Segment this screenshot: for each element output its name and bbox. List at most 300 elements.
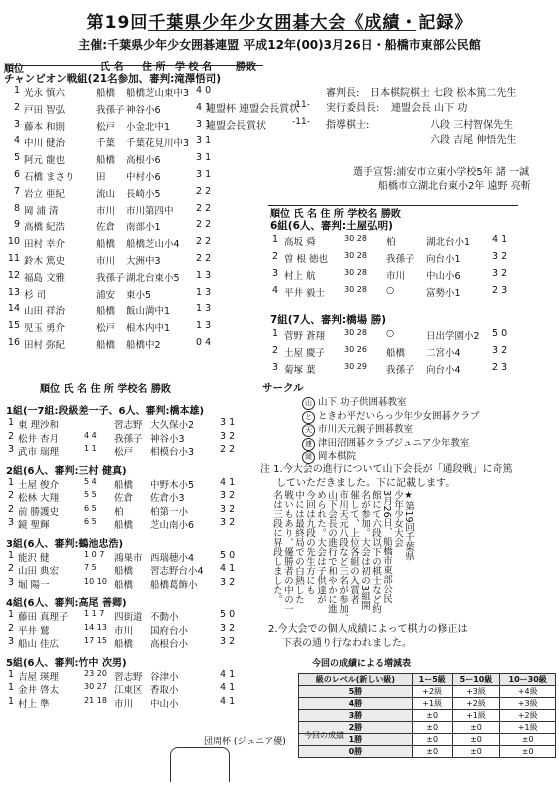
circle-name: 山下 功子供囲碁教室: [318, 397, 407, 408]
champion-school: 船橋芝山小4: [126, 239, 180, 251]
group-pref: ○: [386, 328, 395, 339]
right-header-divider: [268, 205, 518, 206]
champion-name: 石橋 まさり: [24, 172, 75, 183]
host-line: 主催:千葉県少年少女囲碁連盟 平成12年(00)3月26日・船橋市東部公民館: [78, 38, 481, 52]
champion-pref: 浦安: [96, 289, 116, 301]
champion-rank: 9: [13, 219, 20, 231]
ranking-head-5-10: 5ー10級: [452, 674, 500, 686]
lower-school: 神谷小3: [150, 433, 185, 445]
circle-name: 津田沼囲碁クラブジュニア少年教室: [318, 437, 470, 449]
lower-pref: 習志野: [114, 420, 143, 431]
ranking-change: +2級: [500, 710, 556, 722]
champion-name: 藤本 和則: [24, 121, 66, 133]
lower-name: 藤田 真理子: [18, 612, 69, 623]
note-1: 注 1.今大会の進行について山下会長が「通段戦」に奇篤: [260, 464, 513, 475]
ranking-wins: 1勝: [299, 734, 413, 746]
circle-mark: と: [302, 411, 315, 424]
lower-name: 船山 佳広: [18, 639, 60, 650]
lower-school: 不動小: [150, 612, 179, 623]
vertical-article: [272, 490, 414, 630]
lower-name: 金井 啓太: [18, 685, 60, 696]
champion-name: 田村 幸介: [24, 239, 66, 251]
lower-pref: 習志野: [114, 671, 143, 683]
champion-result: 0 4: [196, 337, 212, 348]
group-school: 中山小6: [426, 271, 461, 282]
lower-result: 5 0: [220, 609, 236, 620]
ranking-row: [299, 710, 556, 722]
lower-meta: 5 5: [84, 490, 97, 499]
champion-school: 南部小1: [126, 222, 161, 234]
lower-result: 3 2: [220, 636, 236, 647]
champion-name: 田村 弥紀: [24, 340, 66, 351]
lower-school: 習志野台小4: [150, 566, 204, 577]
lower-result: 4 1: [220, 682, 236, 693]
circle-name: 岡本棋院: [318, 451, 357, 462]
champion-name: 高橋 紀浩: [24, 222, 66, 234]
lower-result: 4 1: [220, 668, 236, 680]
champion-result: 3 1: [196, 118, 212, 130]
lower-school: 中山小: [150, 698, 179, 710]
champion-name: 阿元 龍也: [24, 155, 66, 167]
lower-pref: 我孫子: [114, 433, 143, 445]
lower-name: 松井 杏月: [18, 433, 60, 445]
award-1: 連盟杯 連盟会長賞状: [206, 104, 300, 115]
lower-result: 2 2: [220, 444, 236, 455]
lower-result: 4 1: [220, 563, 236, 574]
ranking-change: +1級: [500, 722, 556, 734]
lower-school: 谷津小: [150, 671, 179, 683]
lower-school: 相模台小3: [150, 447, 195, 458]
champion-school: 湖北台東小5: [126, 272, 180, 284]
lower-rank: 2: [8, 622, 15, 634]
committee-role: 実行委員長:: [326, 103, 380, 114]
lower-result: 3 2: [220, 622, 236, 634]
champion-name: 岩立 亜紀: [24, 188, 66, 200]
cup-label: 団周杯 (ジュニア優): [204, 737, 286, 747]
group6-label: 6組(6人、審判:土屋弘明): [270, 220, 393, 232]
lower-pref: 船橋: [114, 639, 134, 650]
ranking-change: ±0: [452, 734, 500, 746]
ranking-change: ±0: [412, 746, 452, 758]
referee-name: 日本棋院棋士 七段 松本篤二先生: [370, 88, 517, 99]
lower-group-label: 3組(6人、審判:鶴池忠浩): [6, 538, 124, 550]
lower-name: 武市 瑞理: [18, 447, 60, 458]
lower-meta: 14 13: [84, 622, 107, 632]
champion-pref: 船橋: [96, 340, 116, 351]
group-result: 2 3: [492, 362, 508, 373]
group-rank: 3: [272, 362, 279, 373]
group-meta: 30 28: [344, 285, 367, 294]
lower-name: 能沢 健: [18, 552, 50, 564]
lower-name: 吉屋 瑛理: [18, 671, 60, 683]
champion-school: 千葉花見川中3: [126, 138, 190, 150]
lower-pref: 佐倉: [114, 493, 134, 504]
group-rank: 4: [272, 285, 279, 296]
ranking-change: +1級: [412, 698, 452, 710]
group-pref: 市川: [386, 271, 406, 282]
col-pref: 住 所: [142, 62, 166, 73]
champion-result: 2 2: [196, 185, 212, 197]
col-school: 学 校 名: [175, 62, 212, 73]
champion-name: 中川 健治: [24, 138, 66, 150]
lower-pref: 四街道: [114, 612, 143, 623]
lower-rank: 2: [8, 503, 15, 515]
oath-2: 船橋市立湖北台東小2年 遠野 亮斬: [378, 181, 531, 192]
lower-group-label: 2組(6人、審判:三村 健真): [6, 465, 127, 477]
group-meta: 30 28: [344, 251, 367, 260]
lower-meta: 1 1 7: [84, 609, 105, 618]
lower-meta: 23 20: [84, 668, 107, 678]
ranking-wins: 4勝: [299, 698, 413, 710]
group-rank: 2: [272, 345, 279, 356]
lower-meta: 30 27: [84, 682, 107, 691]
ranking-change: ±0: [500, 734, 556, 746]
lower-result: 3 2: [220, 490, 236, 501]
lower-meta: 6 5: [84, 517, 97, 526]
lower-meta: 4 4: [84, 430, 97, 440]
lower-rank: 1: [8, 668, 15, 680]
ranking-change: ±0: [412, 734, 452, 746]
lower-school: 船橋葛飾小: [150, 579, 198, 591]
group-rank: 1: [272, 328, 279, 339]
champion-group-label: チャンピオン戦組(21名参加、審判:滝澤悟司): [4, 73, 222, 85]
ranking-change: ±0: [412, 722, 452, 734]
group-name: 菅野 蒼翔: [284, 331, 326, 342]
lower-rank: 1: [8, 417, 15, 428]
lower-name: 村上 準: [18, 698, 50, 710]
lower-name: 平井 鷲: [18, 625, 50, 637]
oath-1: 選手宣誓:浦安市立東小学校5年 諸 一誠: [353, 167, 530, 178]
right-col-headers: 順位 氏 名 住 所 学校名 勝敗: [270, 209, 401, 220]
champion-pref: 佐倉: [96, 222, 116, 234]
lower-rank: 1: [8, 682, 15, 693]
lower-pref: 船橋: [114, 520, 134, 531]
lower-result: 5 0: [220, 549, 236, 561]
article-column: 今回は九段の先生方にも: [304, 490, 315, 595]
champion-name: 児玉 勇介: [24, 323, 66, 335]
lower-pref: 船橋: [114, 579, 134, 591]
champion-result: 3 1: [196, 169, 212, 180]
circle-mark: 山: [302, 397, 315, 410]
group-result: 4 1: [492, 234, 508, 245]
group-meta: 30 26: [344, 345, 367, 354]
champion-result: 3 1: [196, 152, 212, 164]
group-meta: 30 29: [344, 362, 367, 371]
champion-result: 2 2: [196, 219, 212, 231]
ranking-row: [299, 746, 556, 758]
group-pref: 我孫子: [386, 254, 415, 265]
group-pref: 船橋: [386, 348, 406, 359]
ranking-wins: 3勝: [299, 710, 413, 722]
group-name: 土屋 慶子: [284, 348, 326, 359]
champion-pref: 市川: [96, 205, 116, 217]
lower-rank: 3: [8, 576, 15, 588]
circle-mark: 岡: [302, 451, 315, 464]
ranking-change: +2級: [412, 686, 452, 698]
champion-school: 中村小6: [126, 172, 161, 183]
ranking-head-10-30: 10ー30級: [500, 674, 556, 686]
lower-meta: 1 0 7: [84, 549, 105, 559]
lower-result: 3 2: [220, 430, 236, 442]
group-school: 富勢小1: [426, 288, 461, 299]
lower-school: 柏第一小: [150, 506, 189, 518]
circle-mark: 天: [302, 424, 315, 437]
champion-school: 高根小6: [126, 155, 161, 167]
lower-meta: 7 5: [84, 563, 97, 572]
ranking-row: [299, 686, 556, 698]
champion-result: 3 1: [196, 135, 212, 147]
lower-rank: 2: [8, 430, 15, 442]
champion-rank: 7: [13, 185, 20, 197]
champion-rank: 10: [7, 236, 20, 248]
group-school: 二宮小4: [426, 348, 461, 359]
group-result: 3 2: [492, 268, 508, 279]
champion-pref: 船橋: [96, 306, 116, 318]
champion-school: 東小5: [126, 289, 152, 301]
circle-name: ときわ平だいらっ少年少女囲碁クラブ: [318, 410, 480, 422]
award-1-mark: -11-: [292, 100, 310, 110]
award-2-mark: -11-: [292, 117, 310, 127]
ranking-change: ±0: [452, 722, 500, 734]
champion-rank: 15: [7, 320, 20, 332]
champion-rank: 8: [13, 202, 20, 214]
champion-name: 山田 祥治: [24, 306, 66, 318]
champion-rank: 1: [13, 85, 20, 96]
article-column: められた。大会は子供達が: [315, 490, 326, 604]
ranking-change: +2級: [452, 698, 500, 710]
ranking-change: +1級: [452, 710, 500, 722]
champion-rank: 4: [13, 135, 20, 147]
lower-pref: 江東区: [114, 685, 143, 696]
champion-pref: 田: [96, 172, 106, 183]
lower-meta: 10 10: [84, 576, 107, 586]
lower-pref: 市川: [114, 625, 134, 637]
champion-name: 杉 司: [24, 289, 47, 301]
lower-name: 堀 陽一: [18, 579, 50, 591]
lower-result: 3 2: [220, 517, 236, 528]
ranking-change: ±0: [500, 746, 556, 758]
article-column: 中には最終局での白熱した: [293, 490, 304, 604]
group-name: 村上 航: [284, 271, 316, 282]
article-column: 戦いもあり、優勝者の中の一: [282, 490, 293, 614]
lower-meta: 6 5: [84, 503, 97, 513]
champion-school: 小金北中1: [126, 121, 171, 133]
ranking-row: [299, 698, 556, 710]
article-column: 催して、上位各組の入賞者: [348, 490, 359, 604]
lower-rank: 1: [8, 476, 15, 488]
group-rank: 2: [272, 251, 279, 262]
champion-rank: 11: [7, 253, 20, 264]
title-underline: [148, 30, 416, 31]
page-title: 第19回千葉県少年少女囲碁大会《成績・記録》: [86, 13, 473, 33]
champion-rank: 14: [7, 303, 20, 315]
lower-school: 国府台小: [150, 625, 189, 637]
champion-name: 鈴木 篤史: [24, 256, 66, 267]
ranking-change: ±0: [412, 710, 452, 722]
group-rank: 1: [272, 234, 279, 245]
cup-bracket: [170, 747, 230, 782]
circle-name: 市川天元親子囲碁教室: [318, 424, 414, 435]
group-name: 高坂 舜: [284, 237, 316, 248]
champion-name: 岡 浦 清: [24, 205, 59, 217]
champion-school: 市川第四中: [126, 205, 174, 217]
champion-school: 根木内中1: [126, 323, 171, 335]
ranking-change: +4級: [500, 686, 556, 698]
lower-pref: 市川: [114, 698, 134, 710]
lower-pref: 船橋: [114, 479, 134, 491]
group-pref: 我孫子: [386, 365, 415, 376]
lower-name: 山田 典宏: [18, 566, 60, 577]
champion-school: 大洲中3: [126, 256, 161, 267]
article-column: 名は三段に昇段しました。: [271, 490, 282, 604]
champion-result: 4 1: [196, 101, 212, 113]
circle-mark: 連: [302, 438, 315, 451]
lower-name: 松林 大翔: [18, 493, 60, 504]
lower-rank: 3: [8, 517, 15, 528]
committee-name: 連盟会長 山下 功: [391, 103, 468, 114]
lower-result: 4 1: [220, 476, 236, 488]
champion-name: 戸田 智弘: [24, 104, 66, 116]
champion-pref: 千葉: [96, 138, 116, 150]
group-result: 3 2: [492, 251, 508, 262]
ranking-change: ±0: [452, 746, 500, 758]
group-school: 向台小4: [426, 365, 461, 376]
lower-name: 東 理沙和: [18, 420, 60, 431]
article-column: 館にて六段以下の棋士など約: [370, 490, 381, 614]
lower-rank: 3: [8, 444, 15, 455]
champion-result: 2 2: [196, 202, 212, 214]
col-name: 氏 名: [100, 62, 124, 73]
group-result: 3 2: [492, 345, 508, 356]
col-rank: 順位: [4, 64, 24, 75]
ranking-table-title: 今回の成績による増減表: [312, 659, 412, 669]
instructor-name-2: 六段 吉尾 伸悟先生: [430, 135, 517, 146]
lower-rank: 2: [8, 490, 15, 501]
ranking-wins: 2勝: [299, 722, 413, 734]
article-column: 名が参加。大会は初の3組開: [359, 490, 370, 611]
circles-label: サークル: [262, 382, 304, 394]
lower-pref: 鴻巣市: [114, 552, 143, 564]
award-2: 連盟会長賞状: [206, 121, 266, 132]
lower-rank: 3: [8, 636, 15, 647]
lower-meta: 17 15: [84, 636, 107, 645]
ranking-change: +3級: [500, 698, 556, 710]
champion-pref: 市川: [96, 256, 116, 267]
note-1b: していただきました。下に記載します。: [276, 478, 456, 489]
group-pref: ○: [386, 285, 395, 296]
lower-col-headers: 順位 氏 名 住 所 学校名 勝敗: [40, 384, 171, 395]
champion-result: 2 2: [196, 253, 212, 264]
champion-pref: 船橋: [96, 239, 116, 251]
champion-pref: 船橋: [96, 155, 116, 167]
ranking-head-1-5: 1ー5級: [412, 674, 452, 686]
group-school: 湖北台小1: [426, 237, 471, 248]
champion-result: 1 3: [196, 320, 212, 332]
champion-rank: 6: [13, 169, 20, 180]
champion-name: 福島 文雅: [24, 272, 66, 284]
champion-pref: 船橋: [96, 88, 116, 99]
lower-school: 中野木小5: [150, 479, 195, 491]
champion-pref: 我孫子: [96, 272, 125, 284]
group-name: 菊塚 葉: [284, 365, 316, 376]
champion-result: 2 2: [196, 236, 212, 248]
group-meta: 30 28: [344, 234, 367, 243]
lower-pref: 松戸: [114, 447, 134, 458]
article-column: ★第19回千葉県: [403, 490, 414, 561]
article-column: 市川天元八段など三名が参加、: [337, 490, 348, 623]
champion-rank: 2: [13, 101, 20, 113]
lower-pref: 柏: [114, 506, 124, 518]
header-divider: [8, 65, 263, 66]
article-column: 少年少女大会: [392, 490, 403, 547]
lower-school: 佐倉小3: [150, 493, 185, 504]
lower-group-label: 1組(一7組:段級差一子、6人、審判:橋本雄): [6, 406, 205, 417]
champion-result: 1 3: [196, 269, 212, 281]
group-meta: 30 28: [344, 328, 367, 337]
lower-rank: 1: [8, 549, 15, 561]
champion-rank: 16: [7, 337, 20, 348]
lower-name: 鏡 聖輝: [18, 520, 50, 531]
group-meta: 30 28: [344, 268, 367, 277]
lower-group-label: 5組(6人、審判:竹中 次男): [6, 657, 127, 669]
champion-school: 飯山満中1: [126, 306, 171, 318]
group7-label: 7組(7人、審判:橋場 勝): [270, 314, 387, 326]
champion-result: 4 0: [196, 85, 212, 96]
lower-school: 西瑞穂小4: [150, 552, 195, 564]
ranking-head-level: 級のレベル(新しい級): [299, 674, 413, 686]
champion-pref: 松戸: [96, 121, 116, 133]
group-school: 日出学園小2: [426, 331, 480, 342]
champion-rank: 3: [13, 118, 20, 130]
champion-school: 船橋中2: [126, 340, 161, 351]
article-column: 3月26日、船橋市東部公民: [381, 490, 392, 604]
lower-school: 芝山南小6: [150, 520, 195, 531]
note-2: 2.今大会での個人成績によって棋力の修正は: [268, 624, 468, 635]
ranking-table: [298, 673, 556, 758]
note-2b: 下表の通り行なわれました。: [282, 638, 412, 649]
champion-pref: 松戸: [96, 323, 116, 335]
referee-role: 審判長:: [326, 88, 360, 99]
group-school: 向台小1: [426, 254, 461, 265]
group-name: 平井 毅士: [284, 288, 326, 299]
lower-name: 前 勝護史: [18, 506, 60, 518]
col-result: 勝敗: [236, 62, 256, 73]
lower-meta: 21 18: [84, 695, 107, 705]
champion-rank: 13: [7, 286, 20, 298]
ranking-wins: 5勝: [299, 686, 413, 698]
lower-name: 土屋 俊介: [18, 479, 60, 491]
champion-result: 1 3: [196, 303, 212, 315]
ranking-change: +3級: [452, 686, 500, 698]
champion-name: 光永 慎六: [24, 88, 66, 99]
lower-rank: 2: [8, 563, 15, 574]
champion-school: 長崎小5: [126, 188, 161, 200]
instructor-role: 指導棋士:: [326, 120, 370, 131]
ranking-row-label: 今回の成績: [304, 731, 344, 740]
lower-school: 高根台小: [150, 639, 189, 650]
lower-result: 3 1: [220, 417, 236, 428]
champion-rank: 12: [7, 269, 20, 281]
lower-result: 3 2: [220, 503, 236, 515]
ranking-wins: 0勝: [299, 746, 413, 758]
lower-result: 3 2: [220, 576, 236, 588]
champion-pref: 我孫子: [96, 104, 125, 116]
champion-result: 1 3: [196, 286, 212, 298]
group-name: 曽 根 徳也: [284, 254, 329, 265]
instructor-name: 八段 三村智保先生: [430, 120, 514, 131]
article-column: 山下会長の進行で和やかに進: [326, 490, 337, 614]
group-result: 5 0: [492, 328, 508, 339]
